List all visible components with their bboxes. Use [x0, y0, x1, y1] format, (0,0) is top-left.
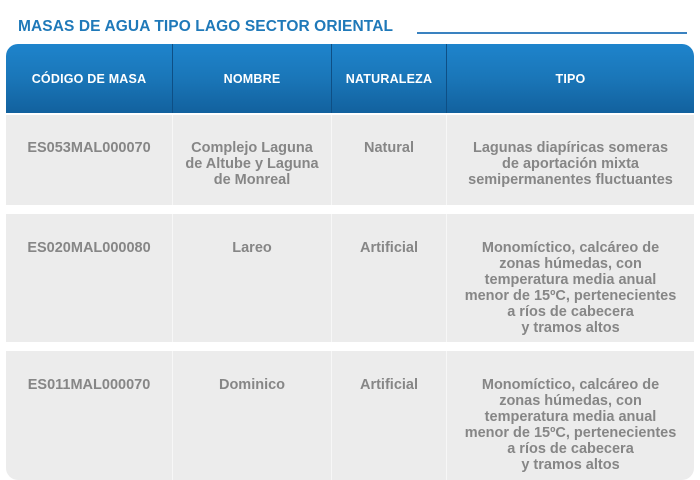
- data-table: [6, 44, 694, 480]
- cell-line: de Monreal: [213, 172, 291, 188]
- cell-line: zonas húmedas, con: [499, 256, 642, 272]
- cell-line: a ríos de cabecera: [507, 441, 634, 457]
- cell-line: y tramos altos: [521, 457, 620, 473]
- cell-line: temperatura media anual: [484, 409, 657, 425]
- cell-line: temperatura media anual: [484, 272, 657, 288]
- cell-nombre: [173, 115, 332, 205]
- table-row: [6, 214, 694, 342]
- cell-line: Complejo Laguna: [191, 140, 313, 156]
- header-nombre: NOMBRE: [173, 44, 332, 113]
- cell-nombre: [173, 214, 332, 342]
- cell-line: a ríos de cabecera: [507, 304, 634, 320]
- cell-line: Monomíctico, calcáreo de: [481, 377, 660, 393]
- header-codigo: CÓDIGO DE MASA: [6, 44, 173, 113]
- cell-line: Monomíctico, calcáreo de: [481, 240, 660, 256]
- title-divider: [417, 32, 687, 34]
- title-row: [18, 18, 674, 40]
- cell-codigo: ES053MAL000070: [6, 115, 173, 205]
- cell-nombre: [173, 351, 332, 480]
- cell-line: semipermanentes fluctuantes: [468, 172, 673, 188]
- cell-codigo: ES011MAL000070: [6, 351, 173, 480]
- cell-line: de aportación mixta: [502, 156, 639, 172]
- cell-tipo: [447, 115, 694, 205]
- header-naturaleza: NATURALEZA: [332, 44, 447, 113]
- cell-tipo: [447, 351, 694, 480]
- cell-naturaleza: Natural: [332, 115, 447, 205]
- cell-tipo: [447, 214, 694, 342]
- header-tipo: TIPO: [555, 71, 586, 86]
- table-row: [6, 351, 694, 480]
- table-row: [6, 115, 694, 205]
- page-title: MASAS DE AGUA TIPO LAGO SECTOR ORIENTAL: [18, 18, 394, 35]
- cell-naturaleza: Artificial: [332, 351, 447, 480]
- cell-line: menor de 15ºC, pertenecientes: [464, 288, 677, 304]
- row-gap: [6, 205, 694, 214]
- cell-line: zonas húmedas, con: [499, 393, 642, 409]
- cell-line: y tramos altos: [521, 320, 620, 336]
- row-gap: [6, 342, 694, 351]
- cell-naturaleza: Artificial: [332, 214, 447, 342]
- cell-line: Dominico: [218, 377, 286, 393]
- cell-line: Lareo: [232, 240, 272, 256]
- table-header: [6, 44, 694, 113]
- cell-line: Lagunas diapíricas someras: [472, 140, 669, 156]
- cell-codigo: ES020MAL000080: [6, 214, 173, 342]
- cell-line: de Altube y Laguna: [185, 156, 319, 172]
- cell-line: menor de 15ºC, pertenecientes: [464, 425, 677, 441]
